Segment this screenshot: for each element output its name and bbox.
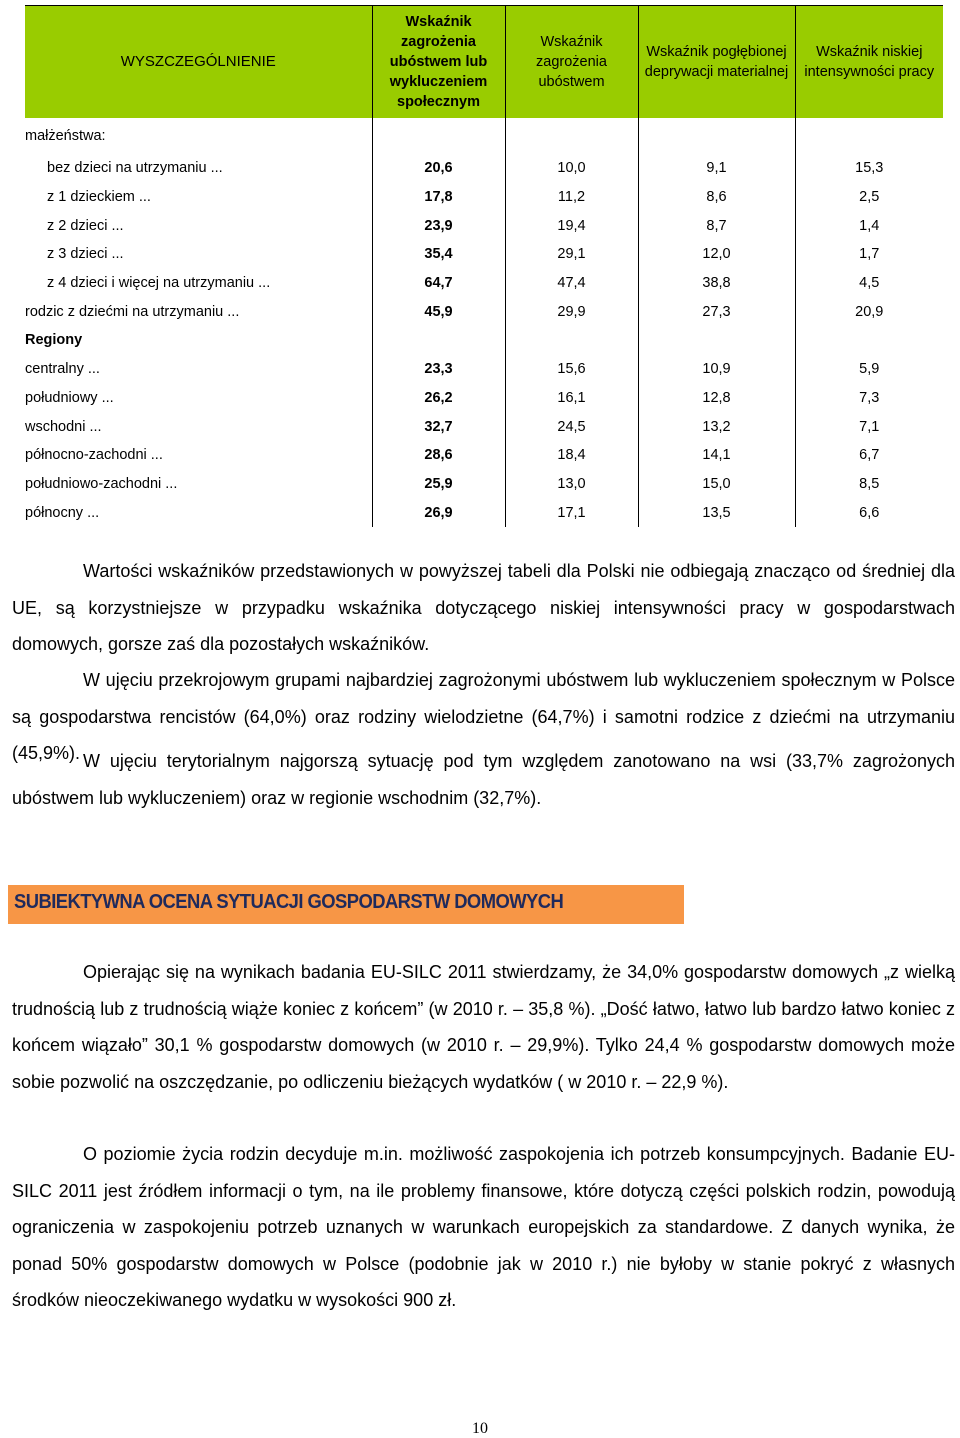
cell-value [638, 118, 795, 154]
cell-value: 26,9 [372, 498, 505, 527]
cell-value: 29,9 [505, 297, 638, 326]
row-label: z 3 dzieci ... [47, 246, 124, 263]
row-label: z 4 dzieci i więcej na utrzymaniu ... [47, 275, 271, 292]
table-row [25, 441, 943, 470]
cell-value: 45,9 [372, 297, 505, 326]
cell-value: 29,1 [505, 240, 638, 269]
cell-value: 1,4 [795, 211, 943, 240]
cell-value: 15,3 [795, 154, 943, 183]
section-heading-text: SUBIEKTYWNA OCENA SYTUACJI GOSPODARSTW DOMOWYCH [14, 891, 564, 913]
cell-value: 20,9 [795, 297, 943, 326]
cell-value: 11,2 [505, 183, 638, 212]
cell-value [638, 326, 795, 355]
cell-value: 23,3 [372, 355, 505, 384]
cell-value [505, 326, 638, 355]
table-row [25, 412, 943, 441]
cell-value: 10,9 [638, 355, 795, 384]
row-label: południowo-zachodni ... [25, 475, 178, 492]
table-header-row [25, 6, 943, 119]
table-row [25, 269, 943, 298]
row-label: centralny ... [25, 361, 100, 378]
cell-value: 2,5 [795, 183, 943, 212]
paragraph-text: W ujęciu przekrojowym grupami najbardziej zagrożonymi ubóstwem lub wykluczeniem społecznym w Polsce są gospodarstwa rencistów (64,0%) oraz rodziny wielodzietne (64,7%) i samotni rodzice z dziećmi na utrzymaniu (45,9%). [12, 670, 955, 763]
cell-value: 13,2 [638, 412, 795, 441]
cell-value: 38,8 [638, 269, 795, 298]
indicators-table [25, 5, 943, 527]
cell-value: 18,4 [505, 441, 638, 470]
table-row [25, 470, 943, 499]
cell-value: 8,5 [795, 470, 943, 499]
cell-value: 7,3 [795, 384, 943, 413]
cell-value: 17,8 [372, 183, 505, 212]
paragraph-text: Wartości wskaźników przedstawionych w powyższej tabeli dla Polski nie odbiegają znacząco od średniej dla UE, są korzystniejsze w przypadku wskaźnika dotyczącego niskiej intensywności pracy w gospodarstwach domowych, gorsze zaś dla pozostałych wskaźników. [12, 561, 955, 654]
row-label: małżeństwa: [25, 128, 106, 144]
cell-value: 26,2 [372, 384, 505, 413]
table-row [25, 211, 943, 240]
cell-value: 35,4 [372, 240, 505, 269]
header-material-deprivation: Wskaźnik pogłębionej deprywacji materialnej [638, 6, 795, 119]
paragraph-living-standard [12, 1136, 955, 1319]
page-number: 10 [472, 1420, 488, 1437]
cell-value: 4,5 [795, 269, 943, 298]
row-label: rodzic z dziećmi na utrzymaniu ... [25, 303, 240, 320]
table-row [25, 154, 943, 183]
cell-value: 28,6 [372, 441, 505, 470]
paragraph-eu-silc-results [12, 954, 955, 1100]
table-row [25, 498, 943, 527]
cell-value: 12,0 [638, 240, 795, 269]
cell-value: 12,8 [638, 384, 795, 413]
cell-value: 13,5 [638, 498, 795, 527]
section-heading [8, 885, 684, 924]
table-row [25, 240, 943, 269]
cell-value: 1,7 [795, 240, 943, 269]
cell-value: 6,7 [795, 441, 943, 470]
cell-value: 5,9 [795, 355, 943, 384]
header-poverty-or-exclusion: Wskaźnik zagrożenia ubóstwem lub wykluczeniem społecznym [372, 6, 505, 119]
cell-value: 15,6 [505, 355, 638, 384]
row-label: północno-zachodni ... [25, 447, 163, 464]
header-specification: WYSZCZEGÓLNIENIE [25, 6, 372, 119]
cell-value [372, 326, 505, 355]
paragraph-text: Opierając się na wynikach badania EU-SILC 2011 stwierdzamy, że 34,0% gospodarstw domowych „z wielką trudnością lub z trudnością wiąże koniec z końcem” (w 2010 r. – 35,8 %). „Dość łatwo, łatwo lub bardzo łatwo koniec z końcem wiązało” 30,1 % gospodarstw domowych (w 2010 r. – 29,9%). Tylko 24,4 % gospodarstw domowych może sobie pozwolić na oszczędzanie, po odliczeniu bieżących wydatków ( w 2010 r. – 22,9 %). [12, 962, 955, 1092]
cell-value: 7,1 [795, 412, 943, 441]
row-label: z 1 dzieckiem ... [47, 189, 151, 206]
cell-value: 13,0 [505, 470, 638, 499]
cell-value: 8,7 [638, 211, 795, 240]
cell-value: 64,7 [372, 269, 505, 298]
cell-value: 19,4 [505, 211, 638, 240]
cell-value [505, 118, 638, 154]
cell-value: 47,4 [505, 269, 638, 298]
paragraph-territorial [12, 743, 955, 816]
row-label: z 2 dzieci ... [47, 217, 124, 234]
cell-value [795, 118, 943, 154]
cell-value: 32,7 [372, 412, 505, 441]
header-low-work-intensity: Wskaźnik niskiej intensywności pracy [795, 6, 943, 119]
cell-value: 15,0 [638, 470, 795, 499]
cell-value: 17,1 [505, 498, 638, 527]
cell-value: 10,0 [505, 154, 638, 183]
row-label: wschodni ... [25, 418, 102, 435]
cell-value: 27,3 [638, 297, 795, 326]
paragraph-text: O poziomie życia rodzin decyduje m.in. możliwość zaspokojenia ich potrzeb konsumpcyjnych. Badanie EU-SILC 2011 jest źródłem informacji o tym, na ile problemy finansowe, które dotyczą części polskich rodzin, powodują ograniczenia w zaspokojeniu potrzeb uznanych w warunkach europejskich za standardowe. Z danych wynika, że ponad 50% gospodarstw domowych w Polsce (podobnie jak w 2010 r.) nie byłoby w stanie pokryć z własnych środków nieoczekiwanego wydatku w wysokości 900 zł. [12, 1144, 955, 1310]
paragraph-eu-comparison [12, 553, 955, 663]
table-row [25, 384, 943, 413]
cell-value [372, 118, 505, 154]
cell-value: 23,9 [372, 211, 505, 240]
table-row [25, 118, 943, 154]
table-row [25, 297, 943, 326]
cell-value: 25,9 [372, 470, 505, 499]
table-row [25, 355, 943, 384]
row-label: południowy ... [25, 389, 114, 406]
cell-value: 24,5 [505, 412, 638, 441]
row-label: bez dzieci na utrzymaniu ... [47, 160, 223, 177]
cell-value: 16,1 [505, 384, 638, 413]
row-label: północny ... [25, 504, 100, 521]
cell-value: 6,6 [795, 498, 943, 527]
table-row [25, 326, 943, 355]
cell-value: 14,1 [638, 441, 795, 470]
cell-value: 8,6 [638, 183, 795, 212]
table-row [25, 183, 943, 212]
cell-value: 9,1 [638, 154, 795, 183]
paragraph-text: W ujęciu terytorialnym najgorszą sytuację pod tym względem zanotowano na wsi (33,7% zagrożonych ubóstwem lub wykluczeniem) oraz w regionie wschodnim (32,7%). [12, 751, 955, 808]
header-poverty-risk: Wskaźnik zagrożenia ubóstwem [505, 6, 638, 119]
cell-value [795, 326, 943, 355]
cell-value: 20,6 [372, 154, 505, 183]
row-label: Regiony [25, 332, 83, 349]
